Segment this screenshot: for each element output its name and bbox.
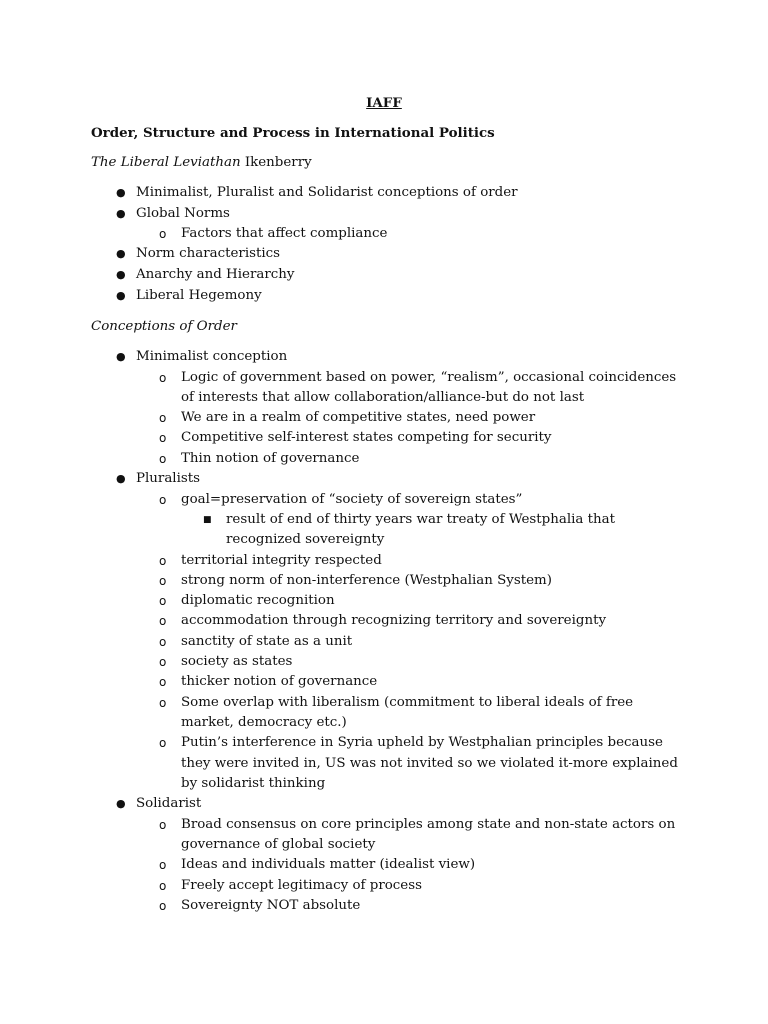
bullet-icon: o [159, 431, 167, 446]
list-item-text: Ideas and individuals matter (idealist view) [181, 857, 476, 873]
list-item-text: Liberal Hegemony [136, 287, 262, 303]
list-item-level-1 [0, 183, 768, 204]
list-item-text: Thin notion of governance [181, 450, 360, 466]
section-heading [91, 317, 237, 337]
sub-list [136, 815, 768, 916]
bullet-icon: o [159, 634, 167, 649]
reading-title: The Liberal Leviathan [91, 155, 241, 170]
bullet-icon: o [159, 614, 167, 629]
document-title: IAFF [366, 95, 402, 111]
list-item-level-2 [136, 855, 681, 875]
bullet-icon: ● [116, 472, 126, 486]
list-item-level-1 [0, 265, 768, 286]
list-item-level-2 [136, 672, 681, 692]
bullet-icon: ● [116, 288, 126, 302]
list-item-text: Sovereignty NOT absolute [181, 897, 361, 913]
bullet-icon: o [159, 736, 167, 751]
list-item-level-2 [136, 693, 681, 734]
bullet-icon: ● [116, 206, 126, 220]
bullet-icon: o [159, 675, 167, 690]
list-item-level-2 [136, 224, 681, 244]
list-item-text: goal=preservation of “society of sovereign states” [181, 491, 523, 507]
list-item-text: result of end of thirty years war treaty of Westphalia that recognized sovereignty [226, 511, 616, 548]
list-item-text: territorial integrity respected [181, 552, 382, 568]
bullet-icon: o [159, 492, 167, 507]
bullet-icon: ● [116, 247, 126, 261]
list-item-text: accommodation through recognizing territory and sovereignty [181, 613, 607, 629]
list-item-level-3 [181, 510, 681, 551]
document-heading: Order, Structure and Process in International Politics [91, 125, 495, 141]
list-item-text: Putin’s interference in Syria upheld by Westphalian principles because they were invited in, US was not invited so we violated it-more explained by solidarist thinking [181, 735, 678, 791]
conceptions-list [0, 347, 768, 916]
bullet-icon: o [159, 817, 167, 832]
list-item-text: Minimalist, Pluralist and Solidarist conceptions of order [136, 185, 518, 200]
list-item-text: Competitive self-interest states competing for security [181, 430, 552, 446]
list-item-level-2 [136, 632, 681, 652]
list-item-text: Solidarist [136, 796, 202, 812]
list-item-text: Global Norms [136, 205, 230, 221]
list-item-text: Freely accept legitimacy of process [181, 877, 422, 893]
list-item-text: Broad consensus on core principles among state and non-state actors on governance of global society [181, 816, 676, 853]
sub-list [136, 368, 768, 469]
sub-list [136, 224, 768, 244]
list-item-level-2 [136, 876, 681, 896]
list-item-text: Norm characteristics [136, 246, 281, 262]
list-item-text: Anarchy and Hierarchy [136, 267, 295, 283]
bullet-icon: ● [116, 350, 126, 363]
list-item-level-2 [136, 591, 681, 611]
bullet-icon: ● [116, 797, 126, 811]
bullet-icon: o [159, 451, 167, 466]
bullet-icon: o [159, 898, 167, 913]
bullet-icon: o [159, 370, 167, 385]
bullet-icon: o [159, 695, 167, 710]
section-heading-text: Conceptions of Order [91, 319, 237, 334]
list-item-level-2 [136, 896, 681, 916]
bullet-icon: ● [116, 186, 126, 199]
bullet-icon: o [159, 553, 167, 568]
bullet-icon: o [159, 878, 167, 893]
list-item-text: sanctity of state as a unit [181, 633, 353, 649]
outline-list [0, 183, 768, 306]
sub-list [181, 510, 681, 551]
list-item-level-2 [136, 428, 681, 448]
bullet-icon: o [159, 594, 167, 609]
bullet-icon: o [159, 227, 167, 242]
list-item-level-2 [136, 490, 681, 551]
list-item-text: Pluralists [136, 471, 200, 487]
sub-list [136, 490, 768, 794]
reading-reference [91, 153, 312, 173]
list-item-level-1 [0, 286, 768, 307]
list-item-text: thicker notion of governance [181, 674, 378, 690]
list-item-level-1 [0, 347, 768, 469]
list-item-level-1 [0, 794, 768, 916]
list-item-level-2 [136, 368, 681, 409]
bullet-icon: o [159, 858, 167, 873]
list-item-level-2 [136, 733, 681, 794]
list-item-text: diplomatic recognition [181, 593, 335, 609]
list-item-level-1 [0, 204, 768, 245]
bullet-icon: ● [116, 268, 126, 282]
list-item-level-1 [0, 244, 768, 265]
list-item-level-2 [136, 571, 681, 591]
list-item-text: Factors that affect compliance [181, 226, 388, 242]
list-item-text: society as states [181, 654, 293, 670]
list-item-text: Some overlap with liberalism (commitment to liberal ideals of free market, democracy etc.) [181, 694, 634, 730]
list-item-level-2 [136, 815, 681, 856]
list-item-text: We are in a realm of competitive states, need power [181, 410, 536, 426]
list-item-level-1 [0, 469, 768, 794]
bullet-icon: o [159, 655, 167, 670]
bullet-icon: ■ [203, 514, 212, 525]
list-item-level-2 [136, 652, 681, 672]
list-item-level-2 [136, 551, 681, 571]
list-item-text: Minimalist conception [136, 349, 288, 364]
list-item-text: Logic of government based on power, “realism”, occasional coincidences of interests that allow collaboration/alliance-but do not last [181, 369, 677, 405]
list-item-text: strong norm of non-interference (Westphalian System) [181, 572, 552, 588]
list-item-level-2 [136, 408, 681, 428]
list-item-level-2 [136, 449, 681, 469]
list-item-level-2 [136, 611, 681, 631]
bullet-icon: o [159, 573, 167, 588]
bullet-icon: o [159, 411, 167, 426]
reading-author: Ikenberry [240, 155, 312, 170]
